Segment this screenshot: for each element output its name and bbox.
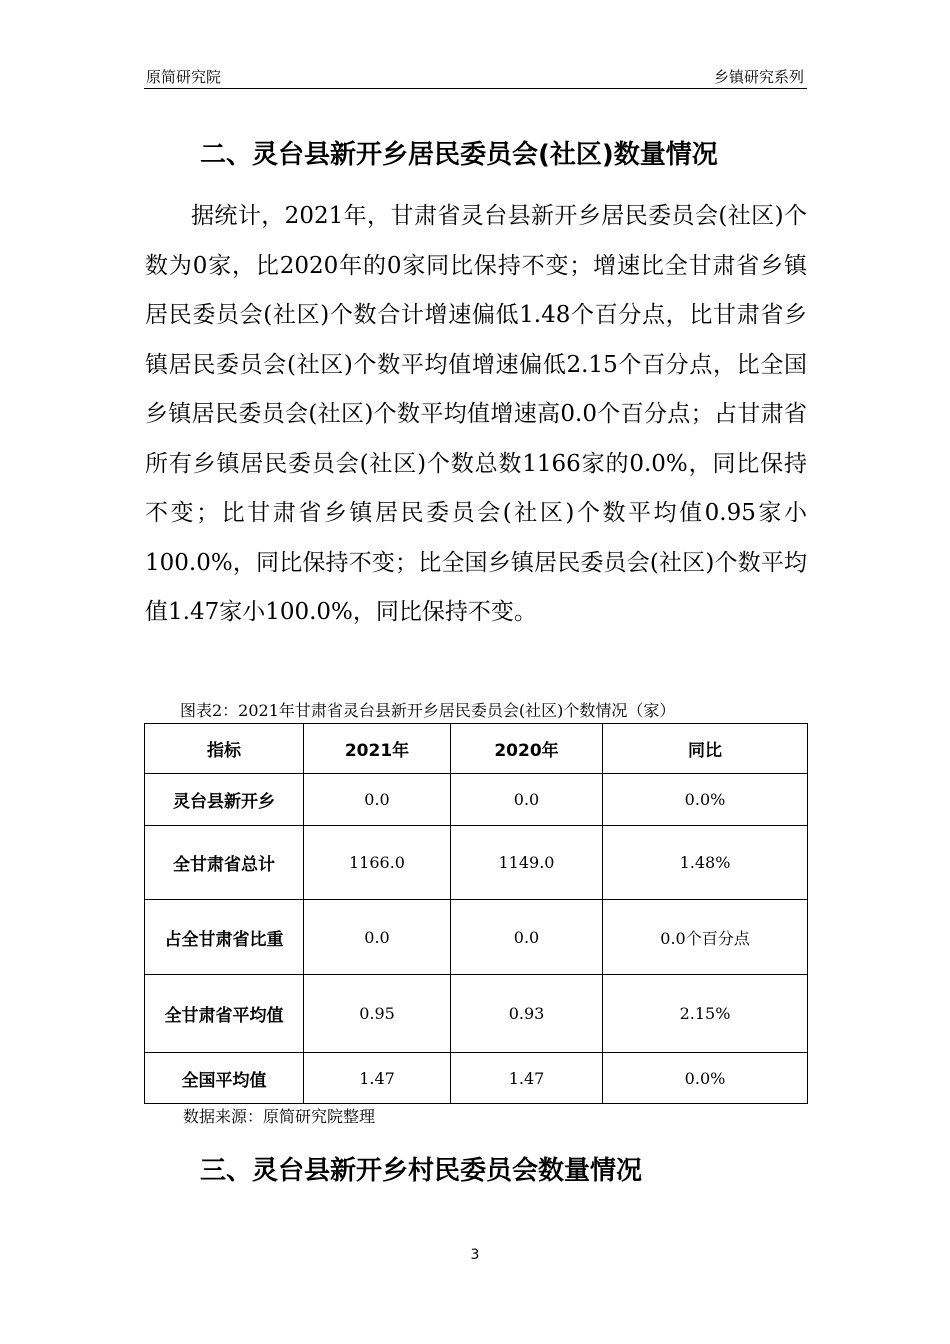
table-header-cell: 指标	[145, 724, 304, 774]
table-cell: 0.0	[451, 900, 603, 975]
header-divider	[144, 88, 807, 89]
table-header-cell: 2020年	[451, 724, 603, 774]
data-source-note: 数据来源：原简研究院整理	[183, 1107, 376, 1126]
row-label: 全甘肃省平均值	[145, 975, 304, 1053]
table-cell: 2.15%	[603, 975, 808, 1053]
table-cell: 0.0	[304, 774, 451, 826]
header-right-text: 乡镇研究系列	[713, 68, 804, 86]
table-cell: 0.0	[451, 774, 603, 826]
row-label: 灵台县新开乡	[145, 774, 304, 826]
header-left-text: 原简研究院	[146, 68, 222, 86]
table-row	[145, 774, 808, 826]
body-paragraph-container	[145, 192, 807, 638]
table-row	[145, 1053, 808, 1104]
table-row	[145, 975, 808, 1053]
table-cell: 1149.0	[451, 826, 603, 900]
table-cell: 0.95	[304, 975, 451, 1053]
table-header-cell: 同比	[603, 724, 808, 774]
section-3-title: 三、灵台县新开乡村民委员会数量情况	[200, 1156, 643, 1186]
table-cell: 0.0	[304, 900, 451, 975]
table-caption: 图表2：2021年甘肃省灵台县新开乡居民委员会(社区)个数情况（家）	[180, 701, 676, 720]
table-row	[145, 826, 808, 900]
table-cell: 1.47	[451, 1053, 603, 1104]
table-cell: 1.48%	[603, 826, 808, 900]
section-2-title: 二、灵台县新开乡居民委员会(社区)数量情况	[200, 140, 718, 170]
table-cell: 0.0个百分点	[603, 900, 808, 975]
table-cell: 0.0%	[603, 1053, 808, 1104]
table-header-cell: 2021年	[304, 724, 451, 774]
table-cell: 0.0%	[603, 774, 808, 826]
table-row	[145, 900, 808, 975]
table-cell: 0.93	[451, 975, 603, 1053]
table-header-row	[145, 724, 808, 774]
row-label: 全甘肃省总计	[145, 826, 304, 900]
body-paragraph: 据统计，2021年，甘肃省灵台县新开乡居民委员会(社区)个数为0家，比2020年的0家同比保持不变；增速比全甘肃省乡镇居民委员会(社区)个数合计增速偏低1.48个百分点，比甘肃省乡镇居民委员会(社区)个数平均值增速偏低2.15个百分点，比全国乡镇居民委员会(社区)个数平均值增速高0.0个百分点；占甘肃省所有乡镇居民委员会(社区)个数总数1166家的0.0%，同比保持不变；比甘肃省乡镇居民委员会(社区)个数平均值0.95家小100.0%，同比保持不变；比全国乡镇居民委员会(社区)个数平均值1.47家小100.0%，同比保持不变。	[145, 203, 807, 625]
table-cell: 1.47	[304, 1053, 451, 1104]
row-label: 全国平均值	[145, 1053, 304, 1104]
table-cell: 1166.0	[304, 826, 451, 900]
data-table	[144, 723, 808, 1104]
page-number: 3	[470, 1247, 480, 1263]
row-label: 占全甘肃省比重	[145, 900, 304, 975]
